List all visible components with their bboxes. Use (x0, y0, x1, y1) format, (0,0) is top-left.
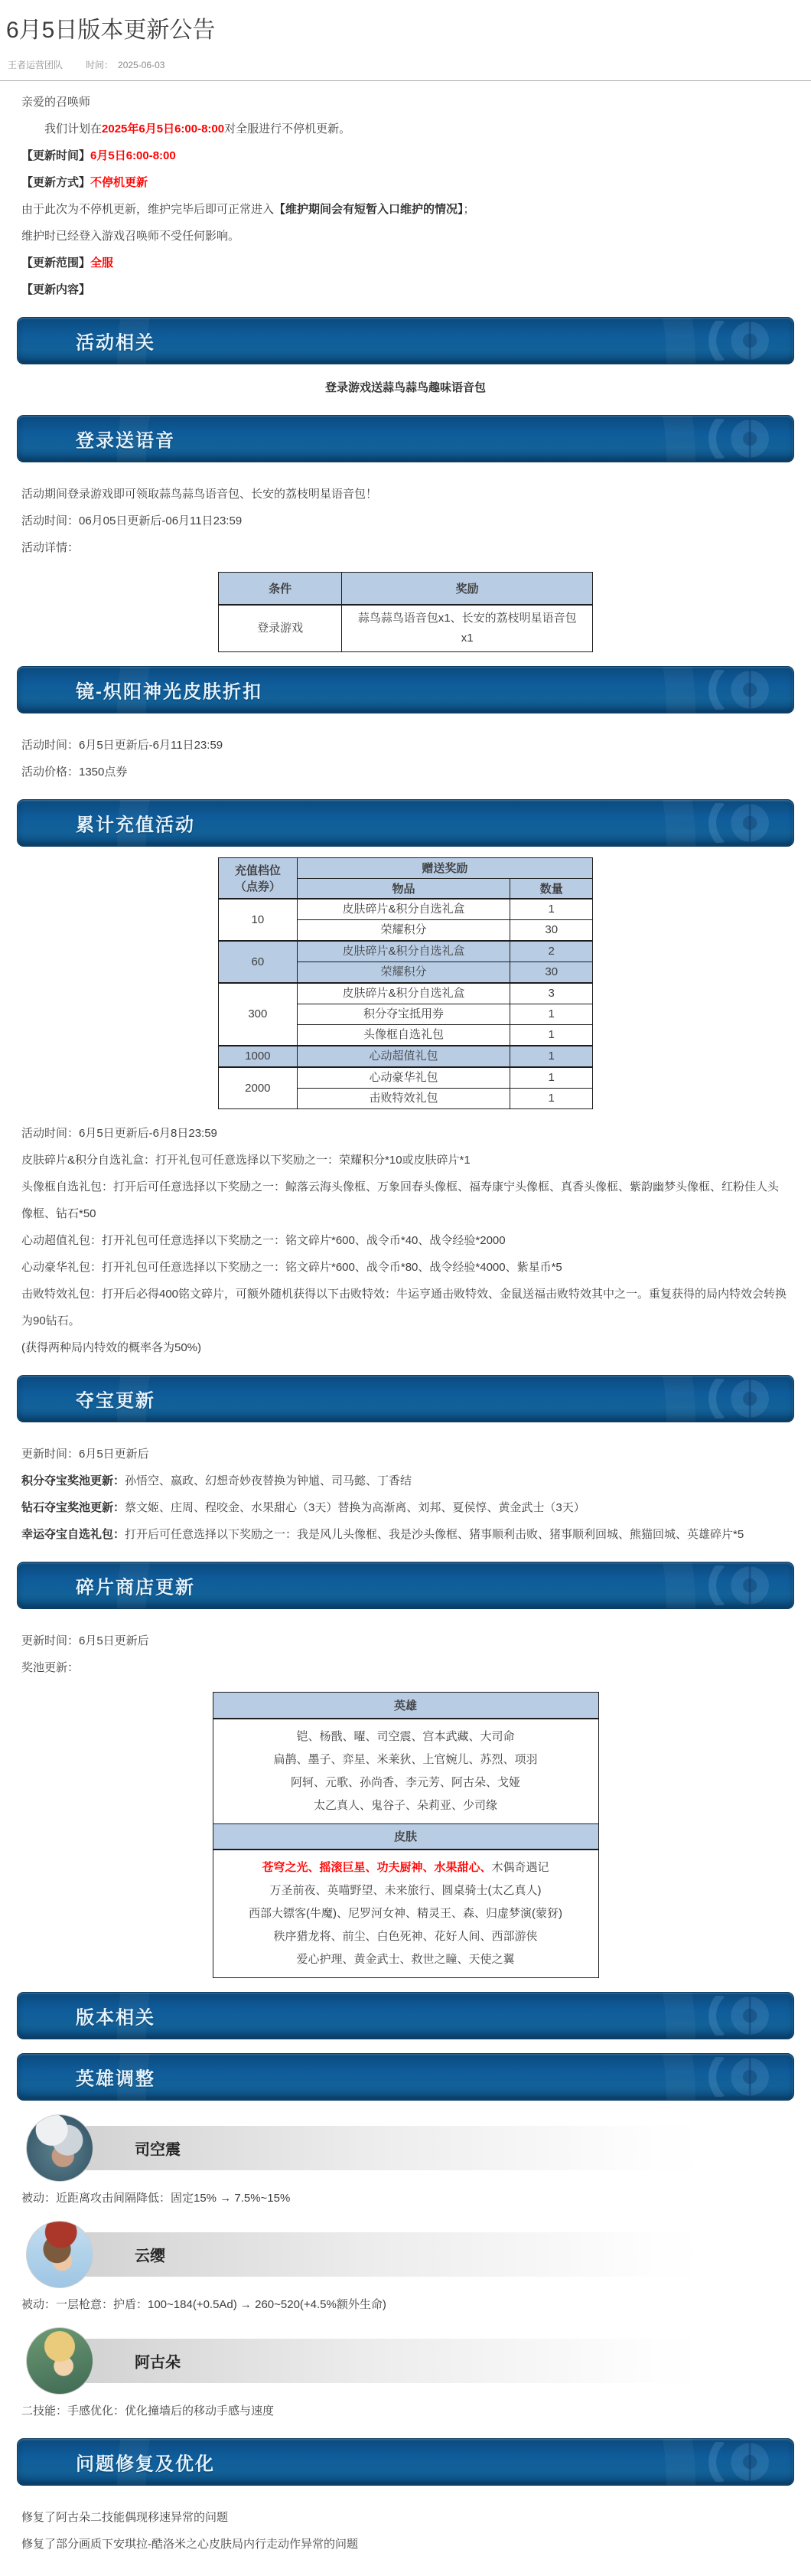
banner-emblem-icon (692, 670, 777, 710)
hero-avatar (26, 2114, 93, 2182)
shard-pool-table (213, 1692, 599, 1978)
recharge-note: (获得两种局内特效的概率各为50%) (21, 1341, 202, 1354)
login-voice-time: 活动时间：06月05日更新后-06月11日23:59 (21, 514, 243, 527)
section-banner-login-voice (17, 415, 794, 462)
login-voice-desc: 活动期间登录游戏即可领取蒜鸟蒜鸟语音包、长安的荔枝明星语音包！ (21, 488, 378, 501)
pool-hero-line: 扁鹊、墨子、弈星、米莱狄、上官婉儿、苏烈、项羽 (273, 1752, 538, 1766)
table-header-reward: 奖励 (342, 573, 593, 605)
qty-cell: 30 (510, 962, 593, 984)
recharge-note: 活动时间：6月5日更新后-6月8日23:59 (21, 1127, 217, 1140)
item-cell: 心动豪华礼包 (297, 1067, 510, 1089)
intro-note-prefix: 由于此次为不停机更新，维护完毕后即可正常进入 (21, 203, 275, 216)
qty-cell: 1 (510, 1046, 593, 1067)
login-reward-table (218, 572, 593, 652)
scope-value: 全服 (90, 256, 114, 269)
table-header-tier (219, 857, 298, 899)
section-banner-hero-adjust (17, 2053, 794, 2101)
qty-cell: 1 (510, 1067, 593, 1089)
tier-header-line1: 充值档位 (234, 864, 281, 877)
qty-cell: 2 (510, 941, 593, 962)
table-header-reward: 赠送奖励 (297, 857, 592, 878)
banner-title: 问题修复及优化 (76, 2454, 215, 2475)
item-cell: 心动超值礼包 (297, 1046, 510, 1067)
recharge-note: 皮肤碎片&积分自选礼盒：打开礼包可任意选择以下奖励之一：荣耀积分*10或皮肤碎片*1 (21, 1154, 471, 1167)
pool-skin-line (218, 1856, 594, 1879)
section-banner-recharge (17, 799, 794, 847)
shard-shop-time: 更新时间：6月5日更新后 (21, 1634, 149, 1647)
lottery-item-text: 打开后可任意选择以下奖励之一：我是风儿头像框、我是沙头像框、猪事顺利击败、猪事顺利回城、熊猫回城、英雄碎片*5 (125, 1528, 744, 1541)
meta-time-value: 2025-06-03 (118, 60, 165, 70)
qty-cell: 3 (510, 983, 593, 1004)
hero-note: 被动：近距离攻击间隔降低：固定15% → 7.5%~15% (21, 2192, 291, 2205)
section-banner-lottery (17, 1375, 794, 1422)
table-cell-reward: 蒜鸟蒜鸟语音包x1、长安的荔枝明星语音包x1 (342, 605, 593, 652)
table-header-qty: 数量 (510, 878, 593, 899)
hero-note: 被动：一层枪意：护盾：100~184(+0.5Ad) → 260~520(+4.5%额外生命) (21, 2298, 386, 2311)
pool-skin-red: 苍穹之光、摇滚巨星、功夫厨神、水果甜心、 (262, 1861, 492, 1874)
banner-emblem-icon (692, 1379, 777, 1419)
banner-emblem-icon (692, 419, 777, 459)
item-cell: 击败特效礼包 (297, 1089, 510, 1109)
intro-note-suffix: ； (463, 203, 475, 216)
table-row (219, 1046, 593, 1067)
intro-greeting: 亲爱的召唤师 (21, 96, 91, 109)
hero-card (21, 2218, 790, 2291)
table-row (219, 983, 593, 1004)
meta-team: 王者运营团队 (8, 60, 64, 70)
skin-discount-time: 活动时间：6月5日更新后-6月11日23:59 (21, 738, 223, 752)
item-cell: 皮肤碎片&积分自选礼盒 (297, 941, 510, 962)
tier-cell: 2000 (219, 1067, 298, 1109)
pool-header-skin: 皮肤 (213, 1823, 598, 1850)
lottery-item-label: 钻石夺宝奖池更新： (21, 1501, 125, 1514)
activity-headline: 登录游戏送蒜鸟蒜鸟趣味语音包 (324, 381, 486, 394)
banner-title: 碎片商店更新 (76, 1577, 195, 1598)
pool-hero-line: 铠、杨戬、曜、司空震、宫本武藏、大司命 (296, 1729, 515, 1743)
banner-title: 夺宝更新 (76, 1390, 155, 1412)
pool-hero-line: 阿轲、元歌、孙尚香、李元芳、阿古朵、戈娅 (290, 1775, 520, 1789)
recharge-note: 击败特效礼包：打开后必得400铭文碎片，可额外随机获得以下击败特效：牛运亨通击败特效、金鼠送福击败特效其中之一。重复获得的局内特效会转换为90钻石。 (21, 1288, 787, 1327)
hero-name-strip (86, 2232, 702, 2277)
lottery-item-text: 蔡文姬、庄周、程咬金、水果甜心（3天）替换为高渐离、刘邦、夏侯惇、黄金武士（3天） (125, 1501, 585, 1514)
banner-emblem-icon (692, 2057, 777, 2097)
intro-content-label (0, 276, 811, 303)
intro-update-time (0, 142, 811, 169)
update-method-label: 【更新方式】 (21, 176, 91, 189)
banner-emblem-icon (692, 1996, 777, 2036)
hero-avatar (26, 2327, 93, 2395)
lottery-item-text: 孙悟空、嬴政、幻想奇妙夜替换为钟馗、司马懿、丁香结 (125, 1474, 412, 1487)
update-method-value: 不停机更新 (90, 176, 148, 189)
table-header-condition: 条件 (219, 573, 342, 605)
banner-title: 英雄调整 (76, 2068, 155, 2090)
intro-note-line2: 维护时已经登入游戏召唤师不受任何影响。 (21, 230, 240, 243)
page-title: 6月5日版本更新公告 (6, 18, 216, 43)
login-voice-detail-label: 活动详情： (21, 541, 80, 554)
tier-header-line2: （点券） (234, 880, 281, 893)
qty-cell: 1 (510, 1089, 593, 1109)
fix-line: 修复了部分画质下安琪拉-酷洛米之心皮肤局内行走动作异常的问题 (21, 2538, 358, 2551)
recharge-note: 心动超值礼包：打开礼包可任意选择以下奖励之一：铭文碎片*600、战令币*40、战令经验*2000 (21, 1234, 506, 1247)
tier-cell: 10 (219, 899, 298, 941)
hero-name: 司空震 (135, 2141, 181, 2159)
intro-note-bold: 【维护期间会有短暂入口维护的情况】 (274, 203, 464, 216)
banner-title: 登录送语音 (76, 430, 175, 452)
table-row (219, 899, 593, 920)
banner-title: 镜-炽阳神光皮肤折扣 (76, 681, 262, 702)
meta-time-label: 时间： (86, 60, 114, 70)
intro-plan-suffix: 对全服进行不停机更新。 (224, 122, 351, 135)
intro-plan (0, 116, 811, 142)
intro-note (0, 196, 811, 223)
pool-skin-line: 爱心护理、黄金武士、救世之瞳、天使之翼 (296, 1953, 515, 1966)
section-banner-version (17, 1992, 794, 2039)
pool-skin-line: 西部大镖客(牛魔)、尼罗河女神、精灵王、森、归虚梦演(蒙犽) (249, 1907, 562, 1920)
recharge-note: 心动豪华礼包：打开礼包可任意选择以下奖励之一：铭文碎片*600、战令币*80、战令经验*4000、紫星币*5 (21, 1261, 562, 1274)
section-banner-skin-discount (17, 666, 794, 713)
section-banner-shard-shop (17, 1562, 794, 1609)
pool-skin-line: 秩序猎龙将、前尘、白色死神、花好人间、西部游侠 (273, 1930, 538, 1943)
meta-line (0, 58, 811, 71)
item-cell: 荣耀积分 (297, 962, 510, 984)
pool-hero-list (213, 1719, 598, 1824)
item-cell: 头像框自选礼包 (297, 1025, 510, 1046)
banner-emblem-icon (692, 2442, 777, 2482)
intro-plan-highlight: 2025年6月5日6:00-8:00 (102, 122, 225, 135)
fix-line: 修复了阿古朵二技能偶现移速异常的问题 (21, 2511, 229, 2524)
lottery-item (0, 1521, 811, 1548)
shard-shop-pool-label: 奖池更新： (21, 1661, 80, 1674)
skin-discount-price: 活动价格：1350点券 (21, 765, 128, 779)
hero-name: 云缨 (135, 2248, 165, 2265)
table-row (219, 941, 593, 962)
table-row (219, 605, 593, 652)
banner-emblem-icon (692, 1566, 777, 1605)
banner-title: 累计充值活动 (76, 815, 195, 835)
hero-card (21, 2324, 790, 2398)
table-row (219, 1067, 593, 1089)
section-banner-activity (17, 317, 794, 364)
tier-cell: 300 (219, 983, 298, 1046)
recharge-note: 头像框自选礼包：打开后可任意选择以下奖励之一：鲸落云海头像框、万象回春头像框、福寿康宁头像框、真香头像框、紫韵幽梦头像框、红粉佳人头像框、钻石*50 (21, 1180, 780, 1220)
recharge-table (218, 857, 593, 1110)
pool-skin-list (213, 1850, 598, 1978)
qty-cell: 1 (510, 899, 593, 920)
content-label: 【更新内容】 (21, 283, 91, 296)
intro-plan-prefix: 我们计划在 (44, 122, 103, 135)
lottery-item-label: 幸运夺宝自选礼包： (21, 1528, 125, 1541)
tier-cell: 1000 (219, 1046, 298, 1067)
hero-note: 二技能：手感优化：优化撞墙后的移动手感与速度 (21, 2405, 275, 2418)
update-time-label: 【更新时间】 (21, 149, 91, 162)
qty-cell: 1 (510, 1025, 593, 1046)
item-cell: 皮肤碎片&积分自选礼盒 (297, 983, 510, 1004)
scope-label: 【更新范围】 (21, 256, 91, 269)
hero-card (21, 2111, 790, 2185)
table-cell-condition: 登录游戏 (219, 605, 342, 652)
lottery-item-label: 积分夺宝奖池更新： (21, 1474, 125, 1487)
banner-emblem-icon (692, 803, 777, 843)
item-cell: 积分夺宝抵用券 (297, 1004, 510, 1025)
intro-update-method (0, 169, 811, 196)
table-header-item: 物品 (297, 878, 510, 899)
banner-title: 活动相关 (76, 332, 155, 354)
item-cell: 皮肤碎片&积分自选礼盒 (297, 899, 510, 920)
lottery-item (0, 1468, 811, 1494)
intro-scope (0, 250, 811, 276)
pool-header-hero: 英雄 (213, 1693, 598, 1719)
banner-title: 版本相关 (76, 2007, 155, 2029)
qty-cell: 1 (510, 1004, 593, 1025)
hero-avatar (26, 2221, 93, 2288)
hero-name: 阿古朵 (135, 2354, 181, 2372)
pool-skin-black: 木偶奇遇记 (491, 1861, 549, 1874)
update-time-value: 6月5日6:00-8:00 (90, 149, 176, 162)
banner-emblem-icon (692, 321, 777, 361)
item-cell: 荣耀积分 (297, 920, 510, 942)
tier-cell: 60 (219, 941, 298, 983)
section-banner-bugfix (17, 2438, 794, 2486)
pool-skin-line: 万圣前夜、英喵野望、未来旅行、圆桌骑士(太乙真人) (269, 1884, 542, 1897)
qty-cell: 30 (510, 920, 593, 942)
lottery-time: 更新时间：6月5日更新后 (21, 1448, 149, 1461)
pool-hero-line: 太乙真人、鬼谷子、朵莉亚、少司缘 (313, 1798, 497, 1812)
lottery-item (0, 1494, 811, 1521)
